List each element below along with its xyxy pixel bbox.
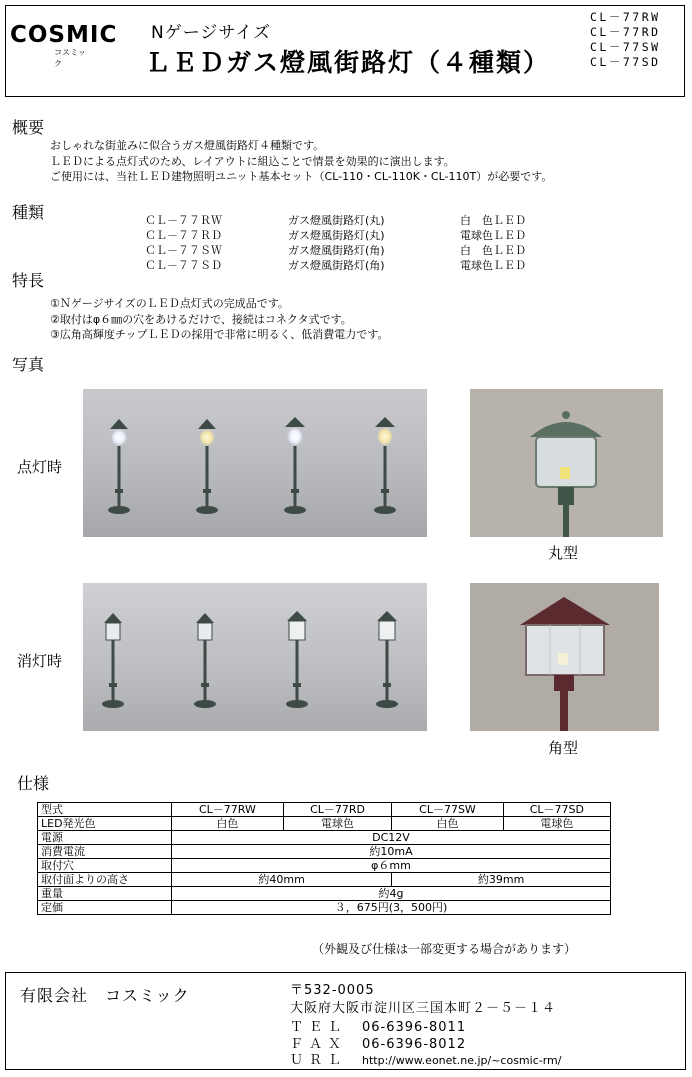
table-row (38, 817, 611, 831)
overview-line: ご使用には、当社ＬＥＤ建物照明ユニット基本セット（CL-110・CL-110K・CL-110T）が必要です。 (50, 170, 553, 183)
feature-line: ②取付はφ６㎜の穴をあけるだけで、接続はコネクタ式です。 (50, 312, 352, 326)
spec-label: 電源 (38, 831, 172, 845)
spec-cell: 白色 (172, 817, 284, 831)
spec-cell: 電球色 (503, 817, 610, 831)
photos-heading: 写真 (12, 355, 45, 374)
table-row (38, 901, 611, 915)
product-code: CL－77SD (590, 55, 661, 69)
subtitle: Nゲージサイズ (151, 23, 272, 43)
table-row (38, 859, 611, 873)
spec-cell: 約4g (172, 887, 611, 901)
spec-label: 重量 (38, 887, 172, 901)
spec-label: 取付面よりの高さ (38, 873, 172, 887)
spec-cell: 約39mm (392, 873, 611, 887)
spec-cell: 白色 (392, 817, 503, 831)
spec-label: 定価 (38, 901, 172, 915)
cosmic-logo (10, 22, 118, 68)
overview-heading: 概要 (12, 118, 45, 137)
type-code: ＣＬ－７７ＲＤ (145, 229, 222, 242)
type-color: 電球色ＬＥＤ (460, 229, 526, 242)
spec-cell: DC12V (172, 831, 611, 845)
website-link[interactable]: http://www.eonet.ne.jp/~cosmic-rm/ (362, 1054, 562, 1067)
tel-number: 06-6396-8011 (362, 1020, 467, 1035)
overview-line: ＬＥＤによる点灯式のため、レイアウトに組込ことで情景を効果的に演出します。 (50, 154, 455, 168)
spec-cell: 電球色 (283, 817, 391, 831)
spec-cell: 約40mm (172, 873, 392, 887)
spec-note: （外観及び仕様は一部変更する場合があります） (312, 942, 577, 956)
types-table (0, 212, 692, 274)
table-row (38, 831, 611, 845)
table-row (38, 873, 611, 887)
type-color: 電球色ＬＥＤ (460, 259, 526, 272)
spec-cell: φ６mm (172, 859, 611, 873)
table-row (38, 845, 611, 859)
fax-label: ＦＡＸ (290, 1037, 348, 1052)
types-heading: 種類 (12, 203, 45, 222)
type-code: ＣＬ－７７ＳＷ (145, 244, 222, 257)
unlit-lamps-photo (83, 583, 427, 731)
spec-label: LED発光色 (38, 817, 172, 831)
feature-line: ③広角高輝度チップＬＥＤの採用で非常に明るく、低消費電力です。 (50, 328, 389, 341)
url-label: ＵＲＬ (290, 1053, 348, 1068)
address: 大阪府大阪市淀川区三国本町２－５－１４ (290, 1001, 557, 1016)
spec-table (37, 802, 611, 915)
type-name: ガス燈風街路灯(丸) (288, 229, 385, 242)
company-name: 有限会社 コスミック (20, 986, 190, 1005)
spec-label: 取付穴 (38, 859, 172, 873)
spec-label: 型式 (38, 803, 172, 817)
round-caption: 丸型 (548, 544, 579, 562)
spec-heading: 仕様 (17, 774, 50, 793)
product-codes (590, 10, 661, 70)
product-code: CL－77RW (590, 10, 661, 24)
type-name: ガス燈風街路灯(角) (288, 259, 385, 272)
type-code: ＣＬ－７７ＳＤ (145, 259, 222, 272)
table-row (38, 887, 611, 901)
lit-label: 点灯時 (17, 458, 63, 476)
spec-label: 消費電流 (38, 845, 172, 859)
fax-number: 06-6396-8012 (362, 1037, 467, 1052)
spec-cell: CL－77SW (392, 803, 503, 817)
product-code: CL－77RD (590, 25, 661, 39)
logo-text: COSMIC (10, 22, 118, 48)
features-text (50, 296, 388, 343)
table-row (38, 803, 611, 817)
round-lamp-closeup (470, 389, 663, 537)
feature-line: ①ＮゲージサイズのＬＥＤ点灯式の完成品です。 (50, 297, 289, 310)
page-title: ＬＥＤガス燈風街路灯（４種類） (145, 48, 551, 77)
overview-line: おしゃれな街並みに似合うガス燈風街路灯４種類です。 (50, 139, 325, 152)
overview-text (50, 138, 552, 185)
logo-subtext: コスミック (54, 48, 86, 68)
features-heading: 特長 (12, 271, 45, 290)
type-color: 白 色ＬＥＤ (460, 214, 526, 227)
url-line (290, 1049, 561, 1068)
lit-lamps-photo (83, 389, 427, 537)
spec-cell: ３，675円(3，500円) (172, 901, 611, 915)
product-code: CL－77SW (590, 40, 661, 54)
spec-cell: CL－77SD (503, 803, 610, 817)
unlit-label: 消灯時 (17, 652, 63, 670)
square-lamp-closeup (470, 583, 659, 731)
type-code: ＣＬ－７７ＲＷ (145, 214, 222, 227)
type-name: ガス燈風街路灯(丸) (288, 214, 385, 227)
spec-cell: CL－77RD (283, 803, 391, 817)
type-name: ガス燈風街路灯(角) (288, 244, 385, 257)
tel-label: ＴＥＬ (290, 1020, 348, 1035)
square-caption: 角型 (548, 739, 579, 757)
spec-cell: CL－77RW (172, 803, 284, 817)
postal-code: 〒532-0005 (290, 983, 375, 998)
type-color: 白 色ＬＥＤ (460, 244, 526, 257)
spec-cell: 約10mA (172, 845, 611, 859)
